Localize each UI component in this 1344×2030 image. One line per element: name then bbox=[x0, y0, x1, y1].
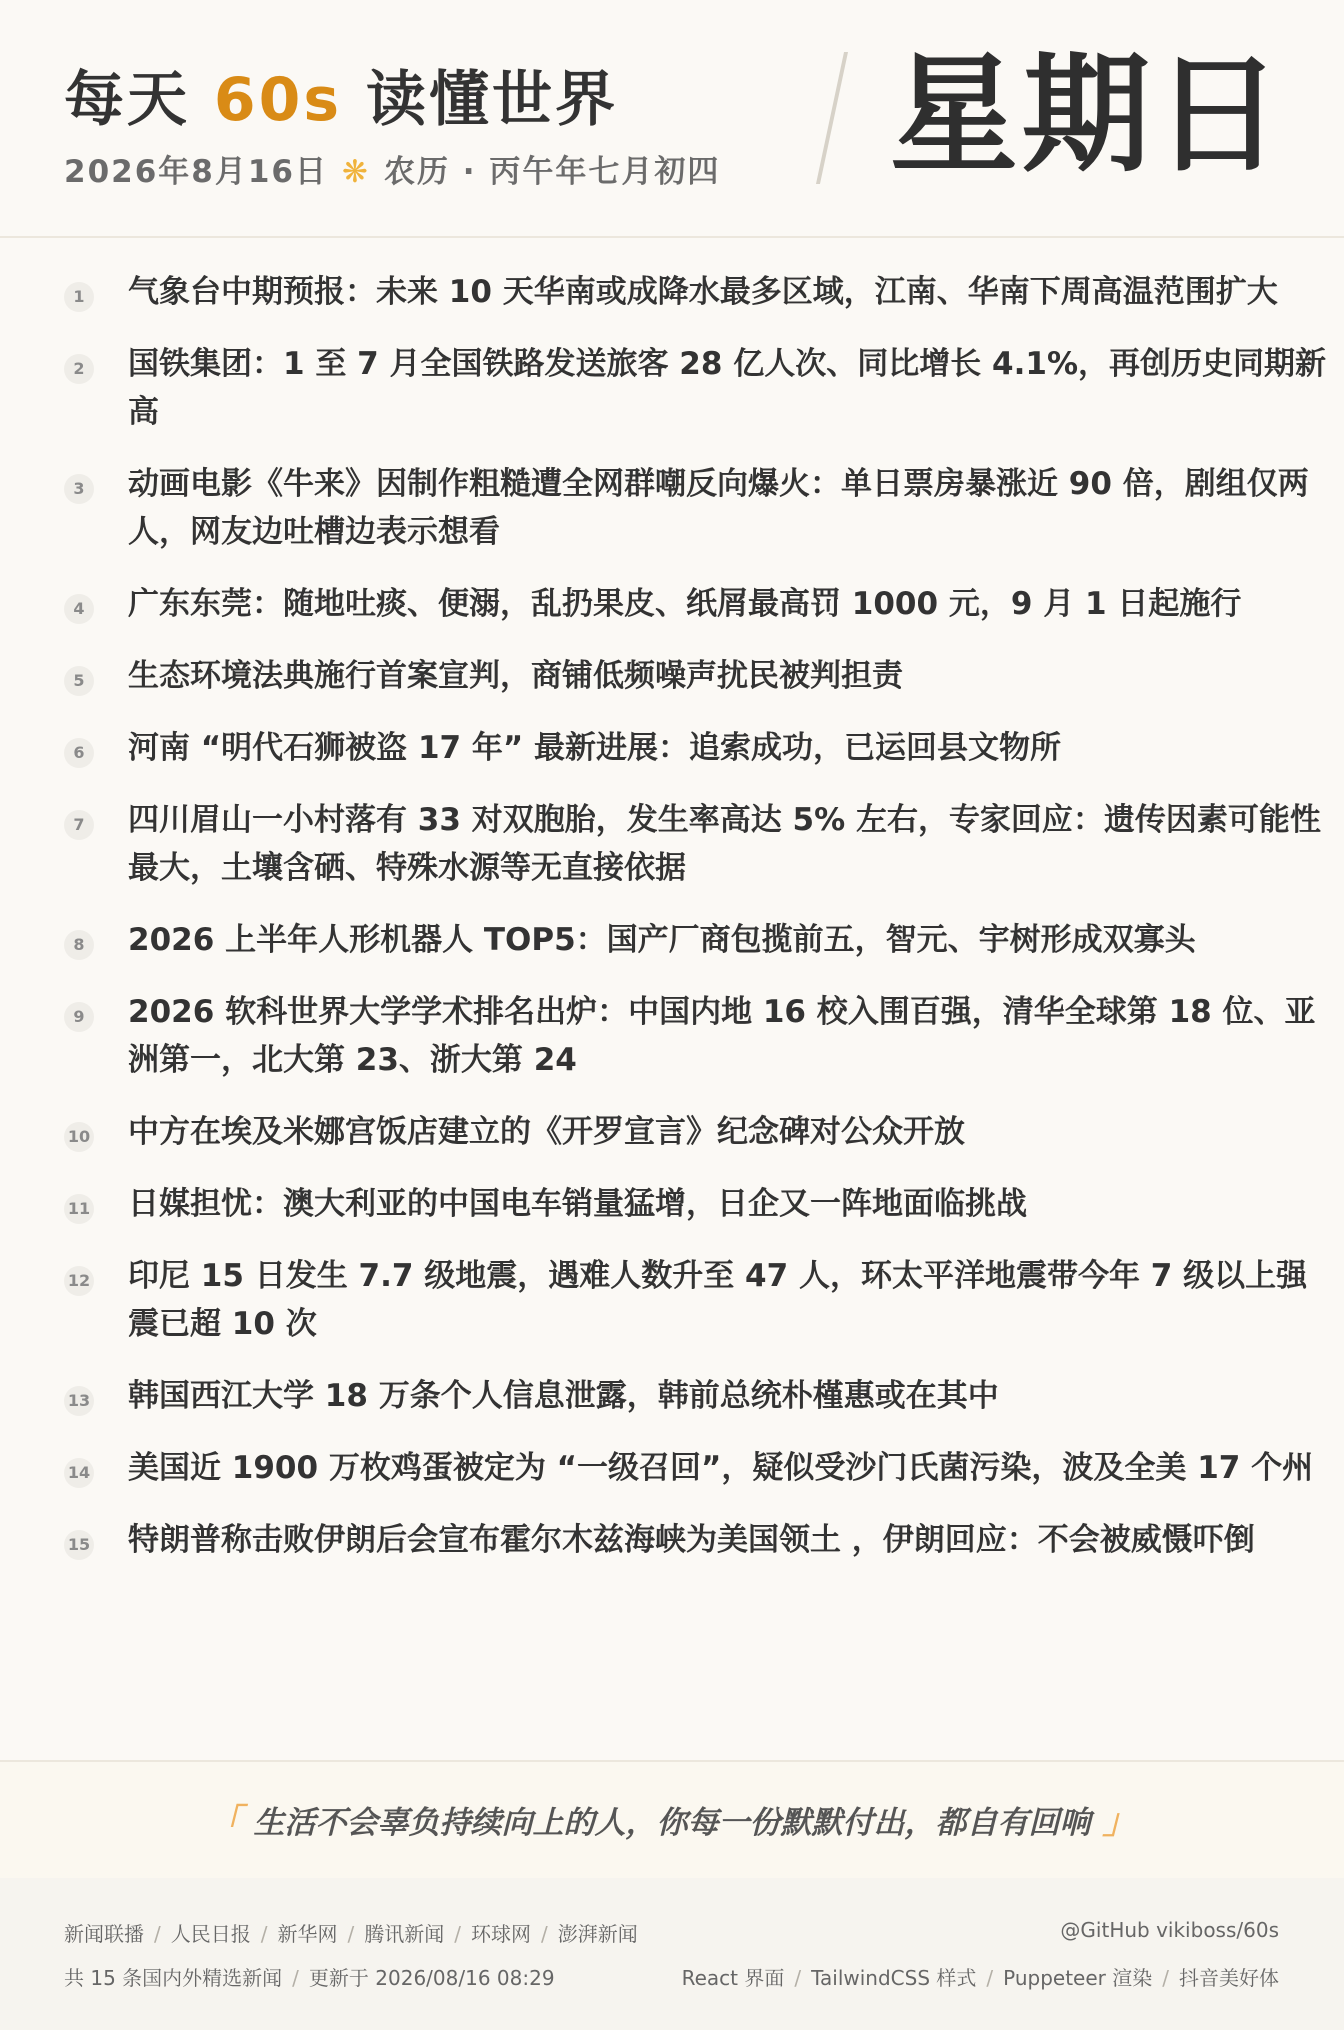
source-item: 新华网 bbox=[277, 1922, 338, 1946]
news-number-badge: 8 bbox=[64, 930, 94, 960]
news-headline: 四川眉山一小村落有 33 对双胞胎，发生率高达 5% 左右，专家回应：遗传因素可能性最大，土壤含硒、特殊水源等无直接依据 bbox=[128, 802, 1321, 886]
tech-stack: React 界面 / TailwindCSS 样式 / Puppeteer 渲染 / 抖音美好体 bbox=[681, 1966, 1279, 1990]
news-item bbox=[64, 724, 1280, 772]
news-number-badge: 11 bbox=[64, 1194, 94, 1224]
news-list bbox=[0, 236, 1344, 1588]
source-item: 人民日报 bbox=[170, 1922, 251, 1946]
quote-section bbox=[0, 1760, 1344, 1880]
news-headline: 2026 上半年人形机器人 TOP5：国产厂商包揽前五，智元、宇树形成双寡头 bbox=[128, 922, 1196, 958]
title-accent: 60s bbox=[213, 65, 343, 135]
news-number-badge: 15 bbox=[64, 1530, 94, 1560]
tech-item: React 界面 bbox=[681, 1966, 785, 1990]
title-suffix: 读懂世界 bbox=[366, 65, 618, 135]
news-item bbox=[64, 268, 1280, 316]
news-headline: 日媒担忧：澳大利亚的中国电车销量猛增，日企又一阵地面临挑战 bbox=[128, 1186, 1027, 1222]
news-headline: 动画电影《牛来》因制作粗糙遭全网群嘲反向爆火：单日票房暴涨近 90 倍，剧组仅两人，网友边吐槽边表示想看 bbox=[128, 466, 1309, 550]
news-item bbox=[64, 1372, 1280, 1420]
news-number-badge: 9 bbox=[64, 1002, 94, 1032]
news-item bbox=[64, 988, 1316, 1084]
news-number-badge: 14 bbox=[64, 1458, 94, 1488]
lunar-date: 农历 · 丙午年七月初四 bbox=[383, 154, 721, 190]
news-item bbox=[64, 1516, 1280, 1564]
github-credit: @GitHub vikiboss/60s bbox=[1060, 1918, 1279, 1942]
source-item: 新闻联播 bbox=[64, 1922, 144, 1946]
news-item bbox=[64, 796, 1321, 892]
tech-item: TailwindCSS 样式 bbox=[811, 1966, 977, 1990]
news-headline: 韩国西江大学 18 万条个人信息泄露，韩前总统朴槿惠或在其中 bbox=[128, 1378, 999, 1414]
news-number-badge: 10 bbox=[64, 1122, 94, 1152]
news-number-badge: 13 bbox=[64, 1386, 94, 1416]
news-headline: 中方在埃及米娜宫饭店建立的《开罗宣言》纪念碑对公众开放 bbox=[128, 1114, 965, 1150]
source-item: 环球网 bbox=[471, 1922, 531, 1946]
news-summary: 共 15 条国内外精选新闻 / 更新于 2026/08/16 08:29 bbox=[64, 1966, 555, 1990]
news-item bbox=[64, 580, 1280, 628]
news-number-badge: 5 bbox=[64, 666, 94, 696]
news-headline: 生态环境法典施行首案宣判，商铺低频噪声扰民被判担责 bbox=[128, 658, 903, 694]
date-line bbox=[64, 146, 720, 191]
news-headline: 国铁集团：1 至 7 月全国铁路发送旅客 28 亿人次、同比增长 4.1%，再创历史同期新高 bbox=[128, 346, 1327, 430]
news-headline: 气象台中期预报：未来 10 天华南或成降水最多区域，江南、华南下周高温范围扩大 bbox=[128, 274, 1278, 310]
quote-open-bracket: 「 bbox=[207, 1802, 242, 1842]
news-headline: 2026 软科世界大学学术排名出炉：中国内地 16 校入围百强，清华全球第 18 位、亚洲第一，北大第 23、浙大第 24 bbox=[128, 994, 1316, 1078]
news-headline: 广东东莞：随地吐痰、便溺，乱扔果皮、纸屑最高罚 1000 元，9 月 1 日起施行 bbox=[128, 586, 1242, 622]
page-header bbox=[0, 0, 1344, 238]
news-item bbox=[64, 1252, 1308, 1348]
source-item: 澎湃新闻 bbox=[557, 1922, 638, 1946]
news-number-badge: 4 bbox=[64, 594, 94, 624]
tech-item: Puppeteer 渲染 bbox=[1003, 1966, 1153, 1990]
quote-text: 生活不会辜负持续向上的人，你每一份默默付出，都自有回响 bbox=[253, 1805, 1091, 1841]
news-number-badge: 2 bbox=[64, 354, 94, 384]
weekday: 星期日 bbox=[890, 41, 1287, 190]
source-item: 腾讯新闻 bbox=[364, 1922, 445, 1946]
news-headline: 河南 “明代石狮被盗 17 年” 最新进展：追索成功，已运回县文物所 bbox=[128, 730, 1062, 766]
news-number-badge: 3 bbox=[64, 474, 94, 504]
news-item bbox=[64, 916, 1280, 964]
source-list: 新闻联播 / 人民日报 / 新华网 / 腾讯新闻 / 环球网 / 澎湃新闻 bbox=[64, 1922, 638, 1946]
quote-close-bracket: 」 bbox=[1102, 1802, 1137, 1842]
app-title bbox=[64, 52, 618, 138]
gregorian-date: 2026年8月16日 bbox=[64, 154, 328, 190]
news-count: 共 15 条国内外精选新闻 bbox=[64, 1966, 283, 1990]
news-item bbox=[64, 460, 1309, 556]
news-number-badge: 7 bbox=[64, 810, 94, 840]
sparkle-icon: ❋ bbox=[342, 154, 370, 190]
news-item bbox=[64, 1444, 1314, 1492]
news-number-badge: 1 bbox=[64, 282, 94, 312]
daily-quote bbox=[0, 1794, 1344, 1843]
news-headline: 印尼 15 日发生 7.7 级地震，遇难人数升至 47 人，环太平洋地震带今年 7 级以上强震已超 10 次 bbox=[128, 1258, 1308, 1342]
title-prefix: 每天 bbox=[64, 65, 190, 135]
page-footer bbox=[0, 1878, 1344, 2030]
news-headline: 美国近 1900 万枚鸡蛋被定为 “一级召回”，疑似受沙门氏菌污染，波及全美 17 个州 bbox=[128, 1450, 1314, 1486]
news-headline: 特朗普称击败伊朗后会宣布霍尔木兹海峡为美国领土 ，伊朗回应：不会被威慑吓倒 bbox=[128, 1522, 1255, 1558]
news-item bbox=[64, 652, 1280, 700]
news-item bbox=[64, 1180, 1280, 1228]
news-item bbox=[64, 1108, 1280, 1156]
slash-divider bbox=[816, 52, 848, 184]
tech-item: 抖音美好体 bbox=[1179, 1966, 1279, 1990]
news-number-badge: 6 bbox=[64, 738, 94, 768]
news-number-badge: 12 bbox=[64, 1266, 94, 1296]
news-item bbox=[64, 340, 1327, 436]
update-time: 更新于 2026/08/16 08:29 bbox=[308, 1966, 555, 1990]
